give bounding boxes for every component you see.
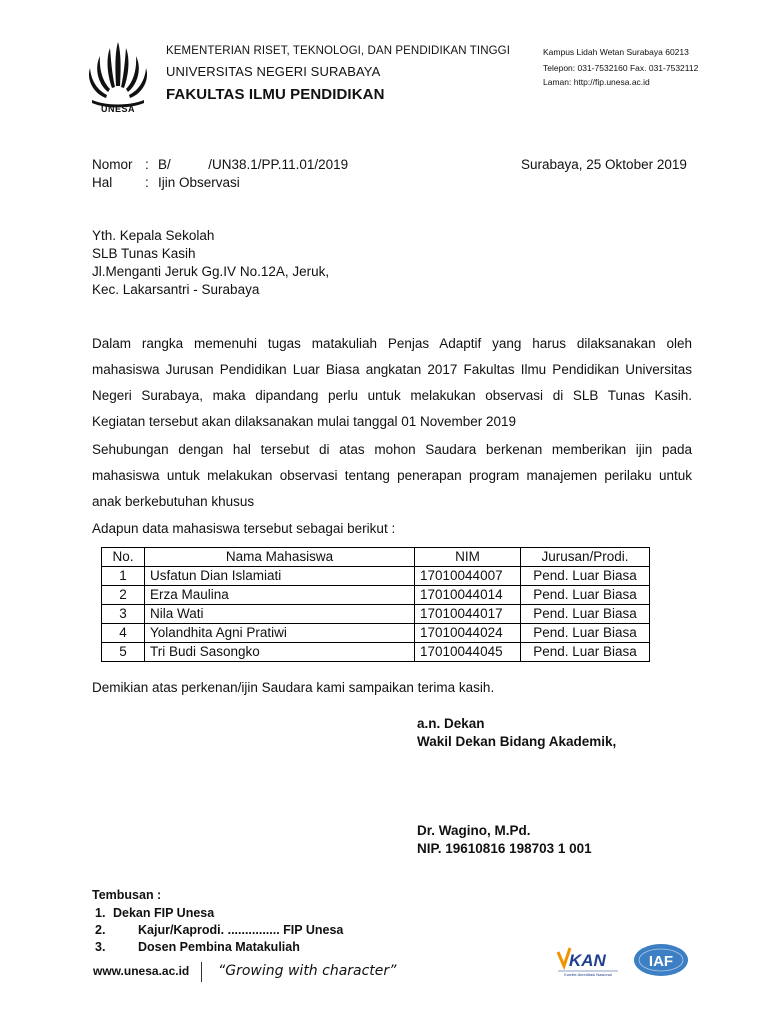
cell-nim: 17010044014 (415, 586, 521, 605)
ministry-name: KEMENTERIAN RISET, TEKNOLOGI, DAN PENDIDIKAN TINGGI (166, 45, 510, 57)
cell-name: Nila Wati (145, 605, 415, 624)
signature-an: a.n. Dekan (417, 716, 485, 731)
header-no: No. (102, 548, 145, 567)
nomor-separator: : (145, 157, 149, 172)
cc-item-number: 2. (95, 923, 106, 937)
footer-separator (201, 962, 202, 982)
contact-address: Kampus Lidah Wetan Surabaya 60213 (543, 47, 689, 57)
table-row (102, 605, 650, 624)
faculty-name: FAKULTAS ILMU PENDIDIKAN (166, 86, 385, 103)
cell-nim: 17010044017 (415, 605, 521, 624)
footer-website: www.unesa.ac.id (93, 964, 190, 978)
contact-phone: Telepon: 031-7532160 Fax. 031-7532112 (543, 63, 699, 73)
iaf-logo (632, 942, 690, 978)
cc-item-text: Kajur/Kaprodi. ............... FIP Unesa (138, 923, 344, 937)
table-header-row (102, 548, 650, 567)
table-row (102, 643, 650, 662)
cc-title: Tembusan : (92, 888, 162, 902)
hal-separator: : (145, 175, 149, 190)
kan-caption: Komite Akreditasi Nasional (564, 972, 612, 977)
cc-item-number: 3. (95, 940, 106, 954)
signatory-nip: NIP. 19610816 198703 1 001 (417, 841, 592, 856)
iaf-globe-icon (632, 942, 690, 978)
table-row (102, 624, 650, 643)
university-name: UNIVERSITAS NEGERI SURABAYA (166, 64, 381, 79)
cell-jurusan: Pend. Luar Biasa (521, 643, 650, 662)
paragraph-line: Negeri Surabaya, maka dipandang perlu untuk melakukan observasi di SLB Tunas Kasih. (92, 388, 692, 403)
cc-item-text: Dekan FIP Unesa (113, 906, 215, 920)
cc-item-text: Dosen Pembina Matakuliah (138, 940, 300, 954)
cell-jurusan: Pend. Luar Biasa (521, 605, 650, 624)
cell-name: Tri Budi Sasongko (145, 643, 415, 662)
cell-nim: 17010044007 (415, 567, 521, 586)
cell-no: 2 (102, 586, 145, 605)
nomor-value: B/ /UN38.1/PP.11.01/2019 (158, 157, 349, 172)
logo-caption: UNESA (100, 104, 135, 114)
recipient-line: SLB Tunas Kasih (92, 246, 196, 261)
paragraph-line: Kegiatan tersebut akan dilaksanakan mulai tanggal 01 November 2019 (92, 414, 517, 429)
letter-date: Surabaya, 25 Oktober 2019 (521, 157, 687, 172)
signature-role: Wakil Dekan Bidang Akademik, (417, 734, 617, 749)
cell-jurusan: Pend. Luar Biasa (521, 567, 650, 586)
cell-name: Yolandhita Agni Pratiwi (145, 624, 415, 643)
header-name: Nama Mahasiswa (145, 548, 415, 567)
cell-name: Erza Maulina (145, 586, 415, 605)
recipient-line: Jl.Menganti Jeruk Gg.IV No.12A, Jeruk, (92, 264, 330, 279)
kan-logo (556, 944, 620, 980)
hal-label: Hal (92, 175, 113, 190)
cell-no: 5 (102, 643, 145, 662)
hal-value: Ijin Observasi (158, 175, 240, 190)
unesa-logo (82, 38, 154, 120)
table-row (102, 586, 650, 605)
cell-nim: 17010044024 (415, 624, 521, 643)
closing-sentence: Demikian atas perkenan/ijin Saudara kami sampaikan terima kasih. (92, 680, 495, 695)
cell-no: 4 (102, 624, 145, 643)
cell-jurusan: Pend. Luar Biasa (521, 586, 650, 605)
header-nim: NIM (415, 548, 521, 567)
recipient-line: Kec. Lakarsantri - Surabaya (92, 282, 260, 297)
body-paragraph-2 (92, 437, 692, 515)
paragraph-line: mahasiswa untuk melakukan observasi tentang penerapan program manajemen perilaku untuk (92, 468, 692, 483)
paragraph-line: anak berkebutuhan khusus (92, 494, 255, 509)
nomor-label: Nomor (92, 157, 133, 172)
cell-name: Usfatun Dian Islamiati (145, 567, 415, 586)
svg-text:IAF: IAF (648, 953, 674, 970)
paragraph-line: Sehubungan dengan hal tersebut di atas mohon Saudara berkenan memberikan ijin pada (92, 442, 692, 457)
recipient-line: Yth. Kepala Sekolah (92, 228, 215, 243)
footer-slogan: “Growing with character” (218, 963, 397, 979)
cc-item-number: 1. (95, 906, 106, 920)
signatory-name: Dr. Wagino, M.Pd. (417, 823, 531, 838)
table-row (102, 567, 650, 586)
cell-no: 1 (102, 567, 145, 586)
paragraph-line: mahasiswa Jurusan Pendidikan Luar Biasa angkatan 2017 Fakultas Ilmu Pendidikan Universitas (92, 362, 692, 377)
cell-jurusan: Pend. Luar Biasa (521, 624, 650, 643)
body-paragraph-1 (92, 331, 692, 435)
paragraph-line: Dalam rangka memenuhi tugas matakuliah Penjas Adaptif yang harus dilaksanakan oleh (92, 336, 692, 351)
cell-nim: 17010044045 (415, 643, 521, 662)
contact-web: Laman: http://fip.unesa.ac.id (543, 77, 650, 87)
students-table (101, 547, 650, 662)
svg-text:KAN: KAN (569, 951, 606, 970)
cell-no: 3 (102, 605, 145, 624)
header-jurusan: Jurusan/Prodi. (521, 548, 650, 567)
table-intro: Adapun data mahasiswa tersebut sebagai berikut : (92, 521, 396, 536)
